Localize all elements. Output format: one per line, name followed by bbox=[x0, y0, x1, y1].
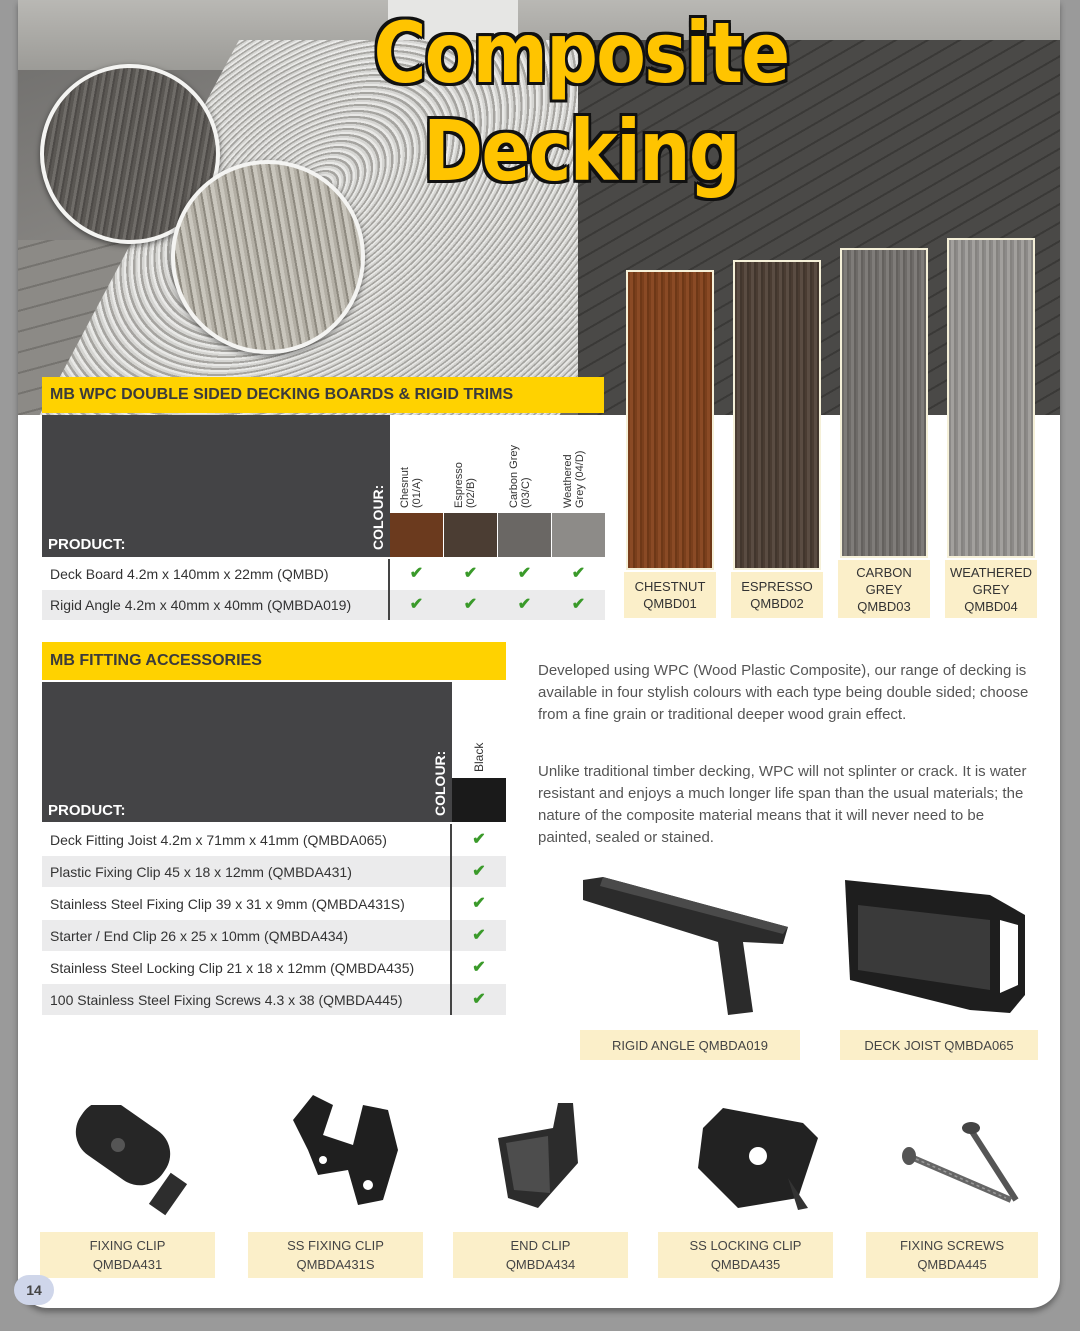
check-icon: ✔ bbox=[463, 596, 478, 613]
colour-code: Grey (04/D) bbox=[574, 450, 586, 508]
board-code: QMBD03 bbox=[857, 598, 911, 614]
colour-header-black: Black bbox=[472, 742, 486, 772]
check-icon: ✔ bbox=[472, 831, 486, 848]
colour-name: Chesnut bbox=[399, 467, 411, 508]
end-clip-icon bbox=[478, 1098, 608, 1213]
colour-name: Espresso bbox=[453, 462, 465, 508]
carbon-grey-board-swatch bbox=[840, 248, 928, 558]
catalog-page bbox=[18, 0, 1060, 1308]
board-code: QMBD04 bbox=[964, 598, 1018, 614]
board-name: ESPRESSO bbox=[741, 579, 813, 594]
clip-caption bbox=[866, 1232, 1038, 1278]
fixing-screws-icon bbox=[886, 1112, 1036, 1212]
page-title: Composite Decking bbox=[373, 4, 789, 200]
board-name: CHESTNUT bbox=[634, 579, 706, 594]
clip-code: QMBDA435 bbox=[710, 1257, 781, 1272]
colour-header-carbon-grey bbox=[508, 445, 532, 508]
board-name-line2: GREY bbox=[865, 581, 903, 597]
clip-caption bbox=[658, 1232, 833, 1278]
accessories-table-header-block bbox=[42, 682, 452, 822]
chestnut-board-swatch bbox=[626, 270, 714, 570]
board-name-line2: GREY bbox=[972, 581, 1010, 597]
description-paragraph-1: Developed using WPC (Wood Plastic Composite), our range of decking is available in four stylish colours with each type being double sided; choose from a fine grain or traditional deeper wood grain effect. bbox=[538, 662, 1029, 723]
trim-caption-rigid-angle: RIGID ANGLE QMBDA019 bbox=[580, 1030, 800, 1060]
colour-name: Weathered bbox=[562, 454, 574, 508]
check-icon: ✔ bbox=[472, 863, 486, 880]
clip-code: QMBDA434 bbox=[505, 1257, 576, 1272]
colour-code: (03/C) bbox=[520, 477, 532, 508]
board-code: QMBD01 bbox=[643, 596, 697, 611]
colour-swatch-chesnut bbox=[390, 513, 443, 557]
colour-swatch-espresso bbox=[444, 513, 497, 557]
check-icon: ✔ bbox=[409, 565, 424, 582]
table-row: Deck Fitting Joist 4.2m x 71mm x 41mm (QMBDA065) bbox=[50, 831, 387, 848]
clip-name: SS LOCKING CLIP bbox=[689, 1238, 802, 1253]
ss-fixing-clip-icon bbox=[273, 1090, 423, 1215]
board-name-line1: CARBON bbox=[856, 564, 912, 580]
clip-name: FIXING CLIP bbox=[89, 1238, 166, 1253]
colour-swatch-weathered-grey bbox=[552, 513, 605, 557]
table-row: Stainless Steel Fixing Clip 39 x 31 x 9mm (QMBDA431S) bbox=[50, 895, 405, 912]
board-name-line1: WEATHERED bbox=[949, 564, 1033, 580]
page-number: 14 bbox=[14, 1275, 54, 1305]
table-row: Stainless Steel Locking Clip 21 x 18 x 12mm (QMBDA435) bbox=[50, 959, 415, 976]
colour-header-weathered-grey bbox=[562, 451, 586, 508]
board-label-carbon-grey bbox=[838, 560, 930, 618]
product-label: PRODUCT: bbox=[48, 536, 126, 553]
colour-swatch-black bbox=[452, 778, 506, 822]
product-label: PRODUCT: bbox=[48, 802, 126, 819]
weathered-grey-board-swatch bbox=[947, 238, 1035, 558]
check-icon: ✔ bbox=[472, 927, 486, 944]
check-icon: ✔ bbox=[571, 596, 586, 613]
colour-code: (02/B) bbox=[465, 478, 477, 508]
check-icon: ✔ bbox=[517, 565, 532, 582]
clip-code: QMBDA431S bbox=[296, 1257, 375, 1272]
table-row: 100 Stainless Steel Fixing Screws 4.3 x 38 (QMBDA445) bbox=[42, 984, 506, 1015]
check-icon: ✔ bbox=[472, 895, 486, 912]
clip-code: QMBDA445 bbox=[917, 1257, 987, 1272]
deck-joist-icon bbox=[840, 875, 1040, 1015]
clip-caption bbox=[248, 1232, 423, 1278]
colour-header-espresso bbox=[453, 462, 477, 508]
table-row: Starter / End Clip 26 x 25 x 10mm (QMBDA434) bbox=[42, 920, 506, 951]
check-icon: ✔ bbox=[517, 596, 532, 613]
check-icon: ✔ bbox=[472, 959, 486, 976]
ss-locking-clip-icon bbox=[678, 1098, 823, 1213]
table-row: Deck Board 4.2m x 140mm x 22mm (QMBD) bbox=[50, 566, 329, 582]
board-label-weathered-grey bbox=[945, 560, 1037, 618]
colour-label: COLOUR: bbox=[432, 750, 448, 816]
espresso-board-swatch bbox=[733, 260, 821, 570]
clip-caption bbox=[40, 1232, 215, 1278]
rigid-angle-icon bbox=[578, 872, 793, 1017]
decking-table-heading: MB WPC DOUBLE SIDED DECKING BOARDS & RIGID TRIMS bbox=[42, 377, 604, 413]
clip-caption bbox=[453, 1232, 628, 1278]
colour-code: (01/A) bbox=[411, 478, 423, 508]
board-label-chestnut bbox=[624, 572, 716, 618]
colour-swatch-carbon-grey bbox=[498, 513, 551, 557]
colour-label: COLOUR: bbox=[370, 484, 386, 550]
colour-header-chesnut bbox=[399, 467, 423, 508]
clip-name: SS FIXING CLIP bbox=[287, 1238, 384, 1253]
check-icon: ✔ bbox=[463, 565, 478, 582]
accessories-table-heading: MB FITTING ACCESSORIES bbox=[42, 642, 506, 680]
check-icon: ✔ bbox=[571, 565, 586, 582]
table-row: Plastic Fixing Clip 45 x 18 x 12mm (QMBDA431) bbox=[42, 856, 506, 887]
check-icon: ✔ bbox=[409, 596, 424, 613]
table-row: Rigid Angle 4.2m x 40mm x 40mm (QMBDA019) bbox=[42, 590, 390, 620]
check-icon: ✔ bbox=[472, 991, 486, 1008]
fixing-clip-icon bbox=[58, 1105, 208, 1220]
clip-name: END CLIP bbox=[510, 1238, 571, 1253]
description-paragraph-2: Unlike traditional timber decking, WPC will not splinter or crack. It is water resistant and enjoys a much longer life span than the usual materials; the nature of the composite material means that it will never need to be painted, sealed or stained. bbox=[538, 763, 1027, 846]
board-code: QMBD02 bbox=[750, 596, 804, 611]
clip-name: FIXING SCREWS bbox=[899, 1238, 1004, 1253]
column-divider bbox=[450, 824, 452, 1015]
colour-name: Carbon Grey bbox=[508, 445, 520, 508]
board-label-espresso bbox=[731, 572, 823, 618]
clip-code: QMBDA431 bbox=[92, 1257, 163, 1272]
trim-caption-deck-joist: DECK JOIST QMBDA065 bbox=[840, 1030, 1038, 1060]
